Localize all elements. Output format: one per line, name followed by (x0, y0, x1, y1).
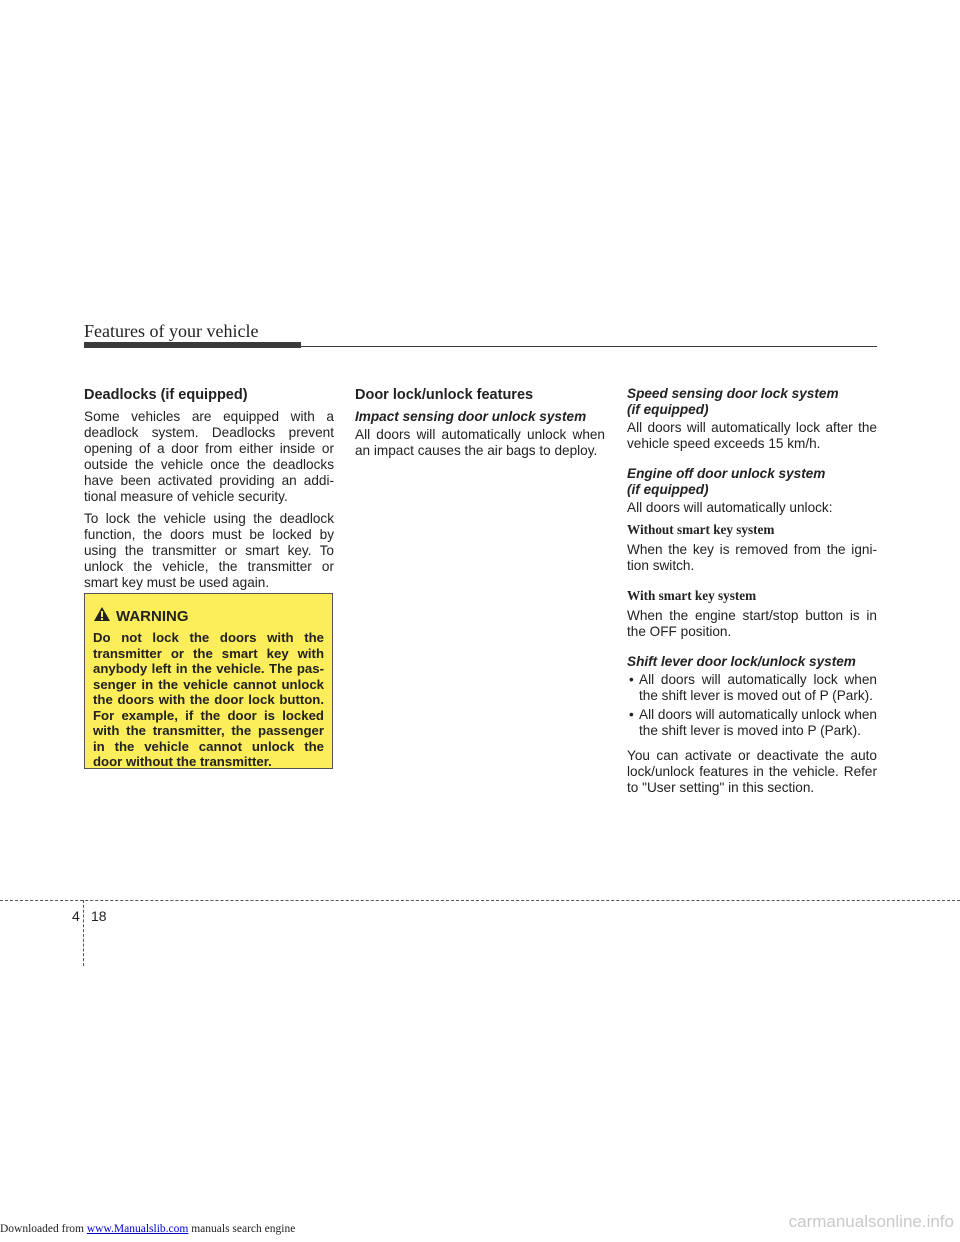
speed-sensing-paragraph: All doors will automatically lock after the vehicle speed exceeds 15 km/h. (627, 420, 877, 451)
speed-sensing-heading: Speed sensing door lock system (if equipped) (627, 386, 839, 417)
page-number: 18 (91, 908, 107, 924)
engine-off-paragraph: All doors will automatically unlock: (627, 500, 833, 515)
column-auto-lock (627, 386, 877, 802)
user-setting-paragraph: You can activate or deactivate the auto lock/unlock features in the vehicle. Refer to "User setting" in this section. (627, 748, 877, 795)
page-number-divider (83, 900, 84, 966)
with-smart-key-label: With smart key system (627, 588, 757, 603)
column-door-lock-features (355, 386, 605, 465)
warning-title: WARNING (116, 608, 189, 625)
engine-off-heading: Engine off door unlock system (if equipped) (627, 466, 826, 497)
page-divider (0, 900, 960, 901)
impact-sensing-heading: Impact sensing door unlock system (355, 409, 587, 424)
warning-box (84, 593, 333, 769)
list-item: • All doors will automatically unlock when the shift lever is moved into P (Park). (627, 707, 877, 739)
download-footer: Downloaded from www.Manualslib.com manuals search engine (0, 1223, 296, 1235)
chapter-number: 4 (72, 908, 80, 924)
manualslib-link[interactable]: www.Manualslib.com (86, 1223, 189, 1235)
door-lock-heading: Door lock/unlock features (355, 387, 534, 403)
list-item: • All doors will automatically lock when the shift lever is moved out of P (Park). (627, 672, 877, 704)
watermark: carmanualsonline.info (788, 1212, 954, 1231)
column-deadlocks (84, 386, 334, 597)
deadlocks-heading: Deadlocks (if equipped) (84, 387, 248, 403)
warning-triangle-icon (93, 606, 111, 627)
warning-body: Do not lock the doors with the transmitter or the smart key with anybody left in the vehicle. The pas-senger in the vehicle cannot unlock the doors with the door lock button. For example, if the door is locked with the transmitter, the passenger in the vehicle cannot unlock the door without the transmitter. (93, 630, 324, 769)
without-smart-key-paragraph: When the key is removed from the igni-tion switch. (627, 542, 877, 573)
deadlocks-paragraph-1: Some vehicles are equipped with a deadlock system. Deadlocks prevent opening of a door from either inside or outside the vehicle once the deadlocks have been activated providing an addi-tional measure of vehicle security. (84, 409, 334, 504)
without-smart-key-label: Without smart key system (627, 522, 775, 537)
shift-lever-heading: Shift lever door lock/unlock system (627, 654, 856, 669)
shift-lever-list (627, 672, 877, 739)
with-smart-key-paragraph: When the engine start/stop button is in the OFF position. (627, 608, 877, 639)
title-rule (301, 346, 877, 347)
deadlocks-paragraph-2: To lock the vehicle using the deadlock function, the doors must be locked by using the transmitter or smart key. To unlock the vehicle, the transmitter or smart key must be used again. (84, 511, 334, 590)
impact-sensing-paragraph: All doors will automatically unlock when an impact causes the air bags to deploy. (355, 427, 605, 458)
section-title: Features of your vehicle (84, 321, 259, 341)
title-bar-accent (84, 342, 301, 348)
